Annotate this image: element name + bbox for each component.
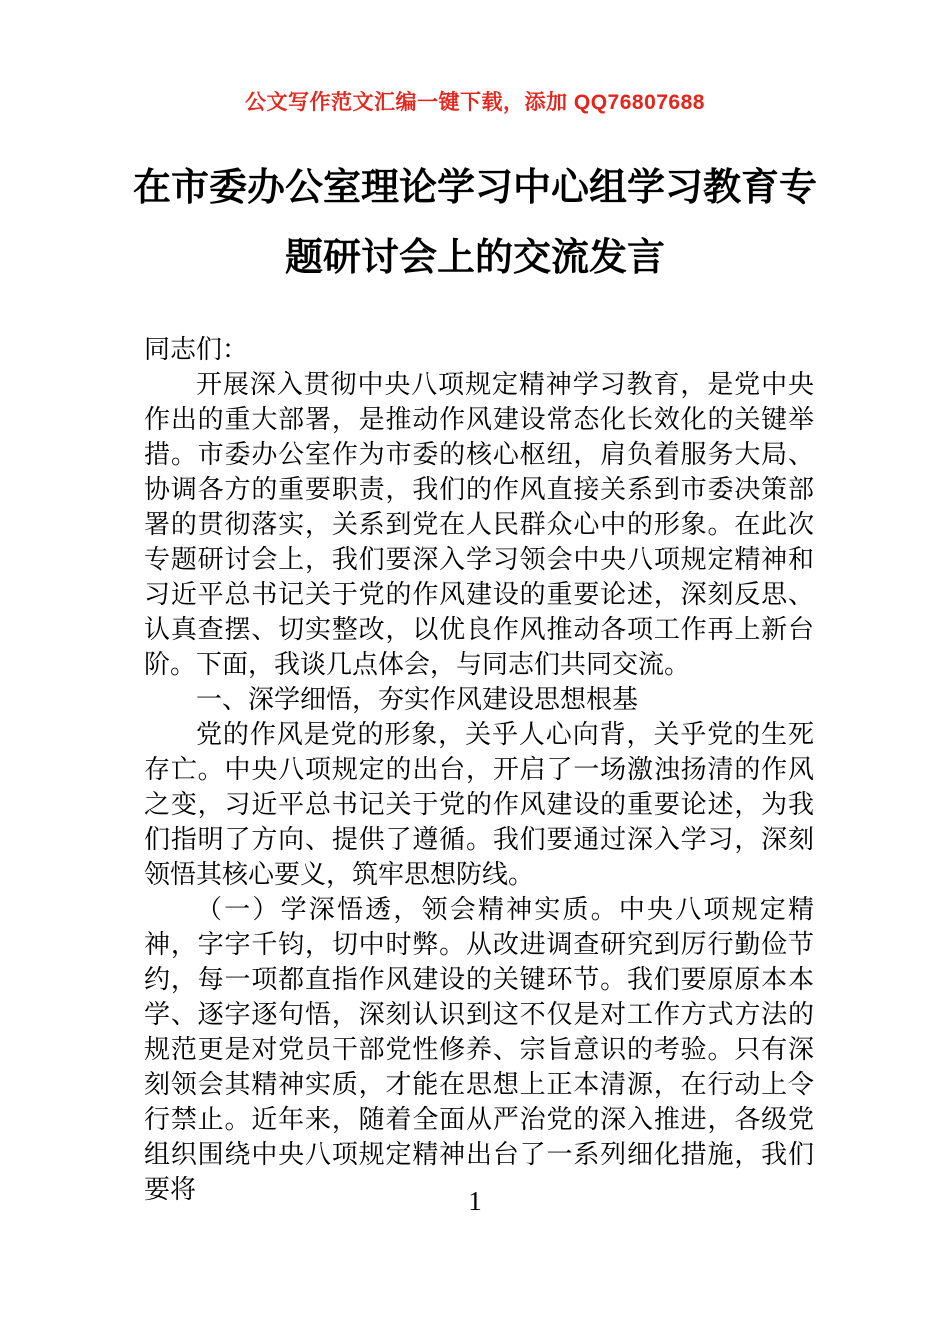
document-title: 在市委办公室理论学习中心组学习教育专题研讨会上的交流发言: [132, 167, 817, 279]
paragraph: 党的作风是党的形象，关乎人心向背，关乎党的生死存亡。中央八项规定的出台，开启了一场激浊扬清的作风之变，习近平总书记关于党的作风建设的重要论述，为我们指明了方向、提供了遵循。我们要通过深入学习，深刻领悟其核心要义，筑牢思想防线。: [144, 719, 814, 889]
paragraph: 开展深入贯彻中央八项规定精神学习教育，是党中央作出的重大部署，是推动作风建设常态化长效化的关键举措。市委办公室作为市委的核心枢纽，肩负着服务大局、协调各方的重要职责，我们的作风直接关系到市委决策部署的贯彻落实，关系到党在人民群众心中的形象。在此次专题研讨会上，我们要深入学习领会中央八项规定精神和习近平总书记关于党的作风建设的重要论述，深刻反思、认真查摆、切实整改，以优良作风推动各项工作再上新台阶。下面，我谈几点体会，与同志们共同交流。: [144, 369, 814, 679]
section-heading: 一、深学细悟，夯实作风建设思想根基: [196, 684, 639, 714]
document-body: [144, 332, 814, 1207]
page-number: 1: [468, 1186, 482, 1216]
salutation: 同志们：: [144, 334, 249, 364]
promo-banner: 公文写作范文汇编一键下载，添加 QQ76807688: [245, 91, 705, 114]
paragraph: （一）学深悟透，领会精神实质。中央八项规定精神，字字千钧，切中时弊。从改进调查研究到厉行勤俭节约，每一项都直指作风建设的关键环节。我们要原原本本学、逐字逐句悟，深刻认识到这不仅是对工作方式方法的规范更是对党员干部党性修养、宗旨意识的考验。只有深刻领会其精神实质，才能在思想上正本清源，在行动上令行禁止。近年来，随着全面从严治党的深入推进，各级党组织围绕中央八项规定精神出台了一系列细化措施，我们要将: [144, 894, 814, 1204]
